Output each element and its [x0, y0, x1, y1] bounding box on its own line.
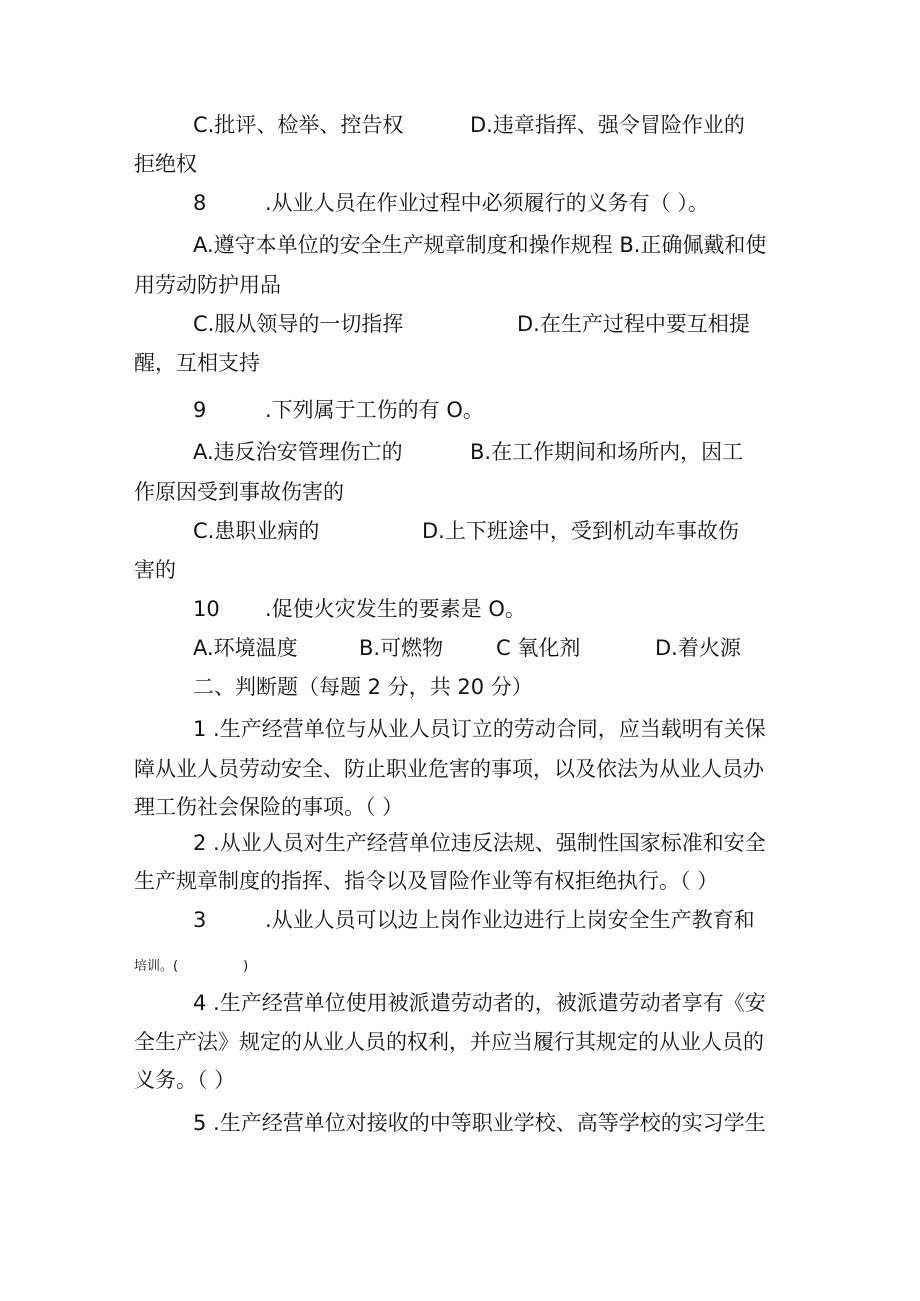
q9-option-b-cont: 作原因受到事故伤害的 — [134, 480, 344, 504]
q10-option-b: B.可燃物 — [359, 636, 444, 660]
q9-option-c: C.患职业病的 — [193, 519, 320, 543]
q9-option-d-cont: 害的 — [134, 558, 176, 582]
q7-option-c: C.批评、检举、控告权 — [193, 113, 404, 137]
judgement-4-line-1: 4 .生产经营单位使用被派遣劳动者的，被派遣劳动者享有《安 — [193, 991, 766, 1015]
judgement-3-line-2: 培训。( ) — [134, 959, 249, 974]
q7-option-d-cont: 拒绝权 — [134, 152, 197, 176]
judgement-2-line-1: 2 .从业人员对生产经营单位违反法规、强制性国家标准和安全 — [193, 831, 766, 855]
q8-option-b-cont: 用劳动防护用品 — [134, 273, 281, 297]
q9-number: 9 — [193, 398, 207, 422]
judgement-1-line-1: 1 .生产经营单位与从业人员订立的劳动合同，应当载明有关保 — [193, 717, 766, 741]
q8-number: 8 — [193, 191, 207, 215]
q8-option-c: C.服从领导的一切指挥 — [193, 312, 404, 336]
judgement-1-line-3: 理工伤社会保险的事项。（ ） — [134, 795, 404, 819]
section-heading-true-false: 二、判断题（每题 2 分，共 20 分） — [193, 675, 533, 699]
judgement-3-text: .从业人员可以边上岗作业边进行上岗安全生产教育和 — [265, 908, 755, 932]
q9-option-b: B.在工作期间和场所内，因工 — [470, 440, 744, 464]
q9-option-a: A.违反治安管理伤亡的 — [193, 440, 403, 464]
judgement-5-line-1: 5 .生产经营单位对接收的中等职业学校、高等学校的实习学生 — [193, 1111, 766, 1135]
q8-option-d-cont: 醒，互相支持 — [134, 351, 260, 375]
q10-option-a: A.环境温度 — [193, 636, 298, 660]
judgement-3-number: 3 — [193, 908, 207, 932]
q10-number: 10 — [193, 597, 220, 621]
q10-text: .促使火灾发生的要素是 O。 — [265, 597, 526, 621]
q8-options-ab: A.遵守本单位的安全生产规章制度和操作规程 B.正确佩戴和使 — [193, 233, 767, 257]
judgement-1-line-2: 障从业人员劳动安全、防止职业危害的事项，以及依法为从业人员办 — [134, 757, 764, 781]
q8-text: .从业人员在作业过程中必须履行的义务有（ ）。 — [265, 191, 709, 215]
q9-option-d: D.上下班途中，受到机动车事故伤 — [422, 519, 739, 543]
judgement-2-line-2: 生产规章制度的指挥、指令以及冒险作业等有权拒绝执行。（ ） — [134, 869, 719, 893]
q10-option-d: D.着火源 — [655, 636, 741, 660]
q9-text: .下列属于工伤的有 O。 — [265, 398, 484, 422]
q8-option-d: D.在生产过程中要互相提 — [517, 312, 750, 336]
q7-option-d: D.违章指挥、强令冒险作业的 — [470, 113, 745, 137]
judgement-4-line-2: 全生产法》规定的从业人员的权利，并应当履行其规定的从业人员的 — [134, 1030, 764, 1054]
q10-option-c: C 氧化剂 — [496, 636, 581, 660]
judgement-4-line-3: 义务。（ ） — [134, 1068, 236, 1092]
